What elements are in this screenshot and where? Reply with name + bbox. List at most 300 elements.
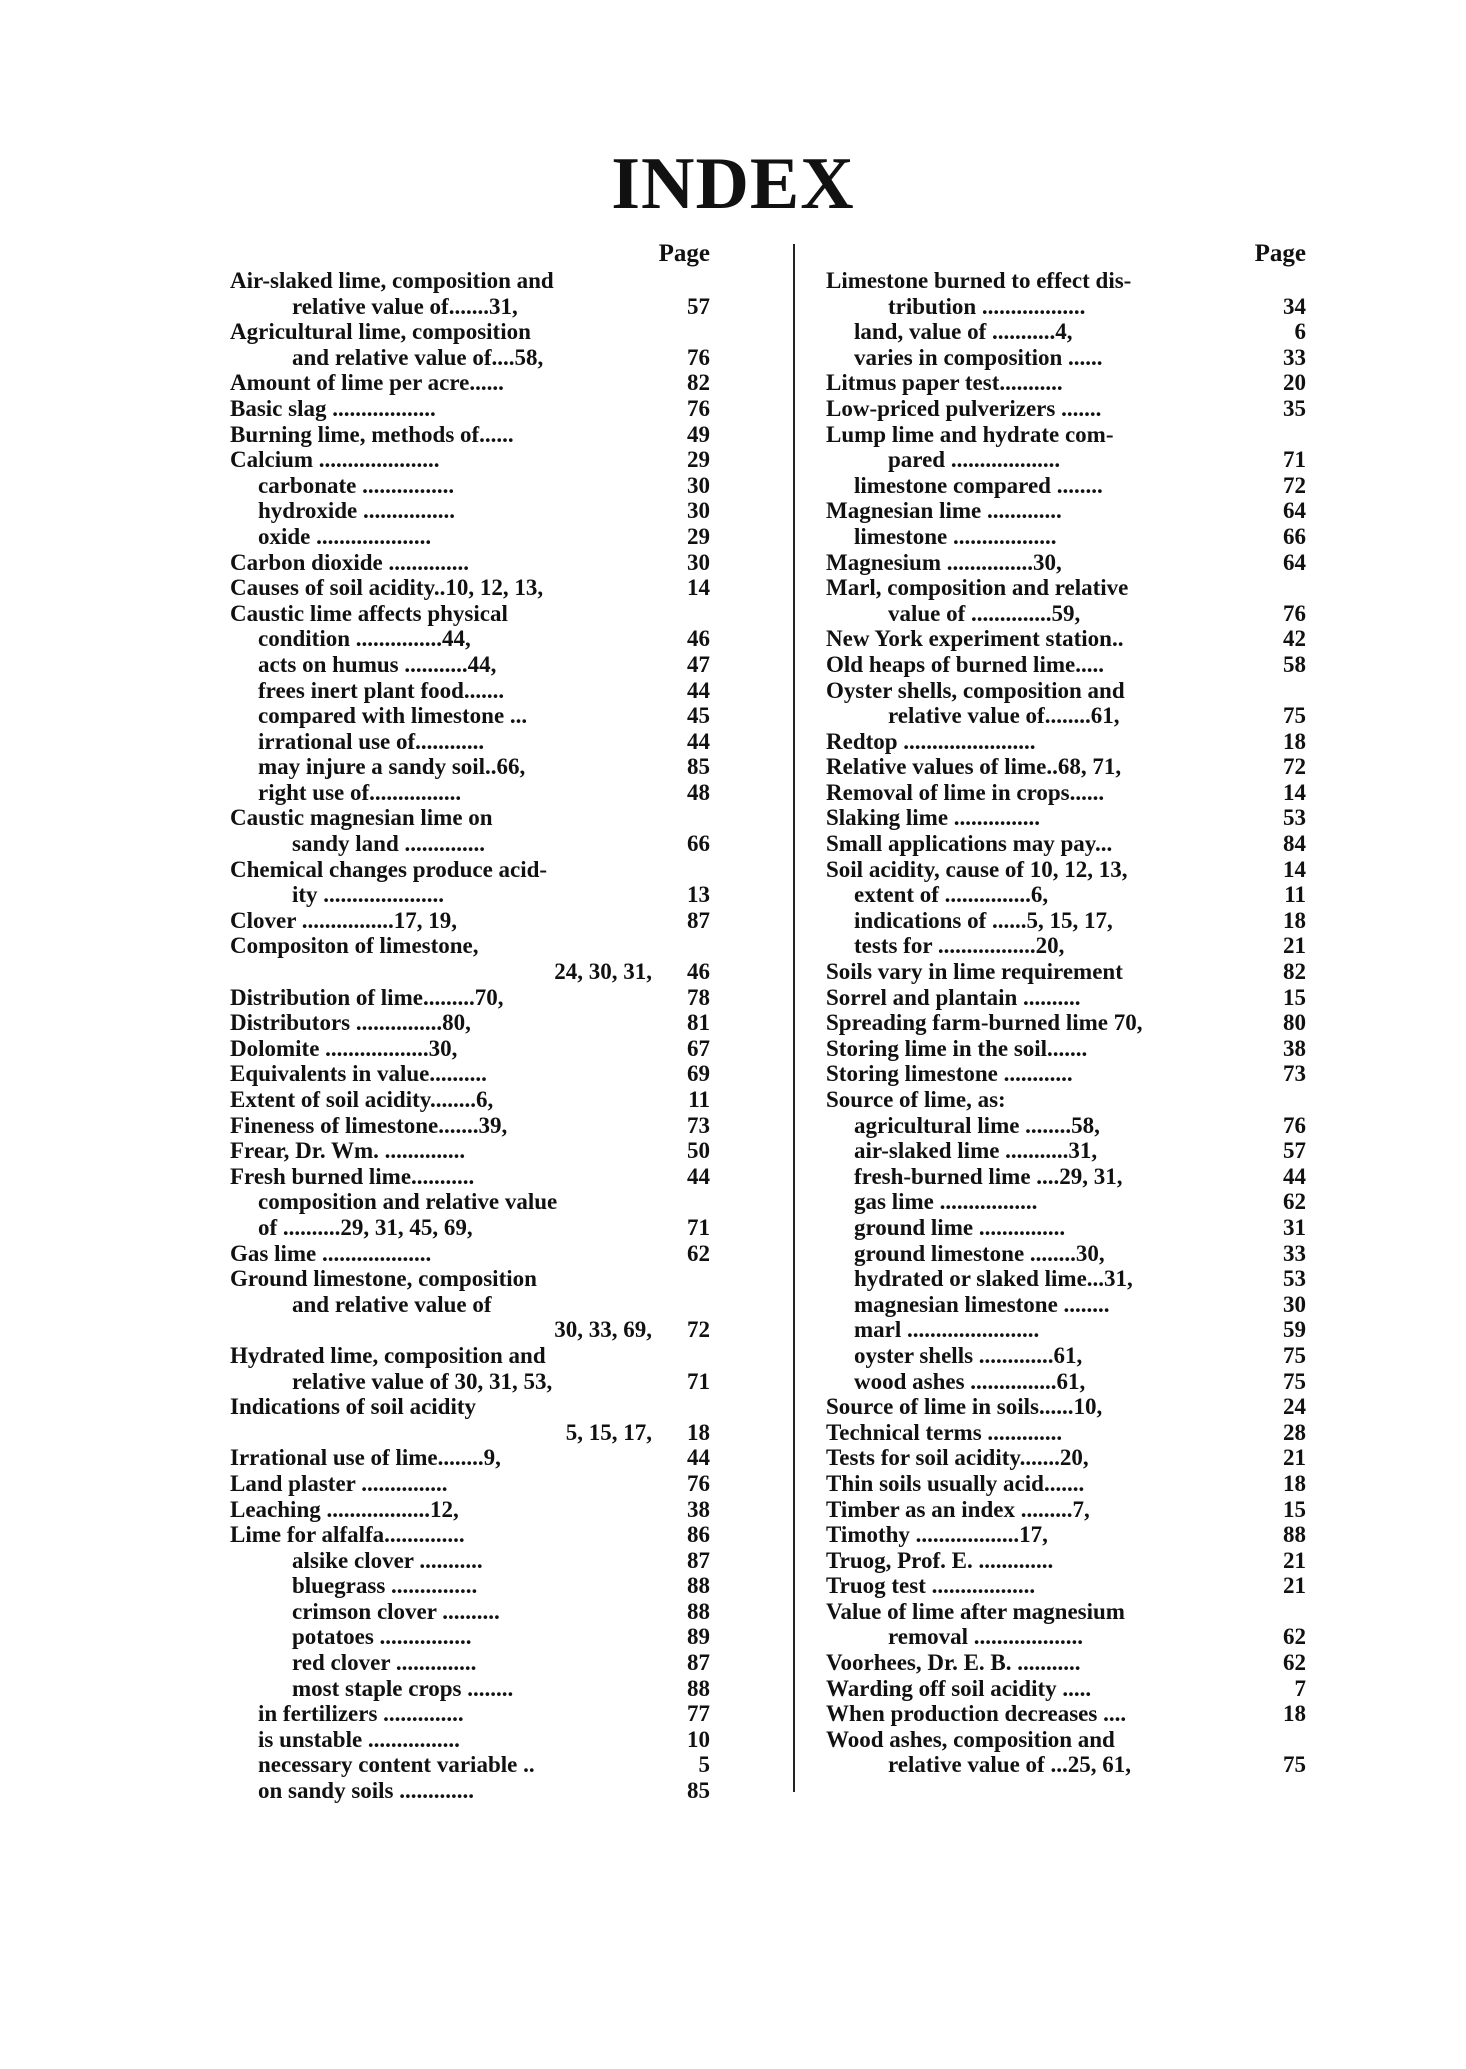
index-entry-text: Distributors ...............80, bbox=[230, 1010, 471, 1036]
index-entry bbox=[230, 1599, 710, 1625]
index-entry bbox=[826, 1113, 1306, 1139]
index-entry bbox=[230, 1061, 710, 1087]
index-entry bbox=[230, 626, 710, 652]
index-entry bbox=[826, 1548, 1306, 1574]
index-entry-page: 57 bbox=[1283, 1138, 1306, 1164]
index-entry-page: 18 bbox=[1283, 728, 1306, 754]
index-entry-page: 88 bbox=[687, 1573, 710, 1599]
index-entry-page: 66 bbox=[687, 831, 710, 857]
index-entry bbox=[826, 1241, 1306, 1267]
index-entry-text: Compositon of limestone, bbox=[230, 933, 479, 959]
index-entry-text: agricultural lime ........58, bbox=[854, 1112, 1100, 1138]
index-entry-text: indications of ......5, 15, 17, bbox=[854, 907, 1113, 933]
index-entry-text: Spreading farm-burned lime 70, bbox=[826, 1010, 1143, 1036]
index-entry bbox=[230, 294, 710, 320]
index-entry bbox=[826, 498, 1306, 524]
index-entry-page: 18 bbox=[1283, 907, 1306, 933]
index-entry-text: wood ashes ...............61, bbox=[854, 1368, 1086, 1394]
index-entry bbox=[230, 498, 710, 524]
index-entry-text: Chemical changes produce acid- bbox=[230, 856, 548, 882]
index-entry bbox=[230, 1445, 710, 1471]
index-entry-page: 78 bbox=[687, 984, 710, 1010]
index-entry bbox=[230, 1266, 710, 1292]
index-entry-text: Caustic lime affects physical bbox=[230, 600, 508, 626]
index-entry bbox=[230, 1343, 710, 1369]
index-entry bbox=[230, 473, 710, 499]
index-entry bbox=[230, 319, 710, 345]
index-entry-text: Fineness of limestone.......39, bbox=[230, 1112, 508, 1138]
index-entry-page: 38 bbox=[1283, 1035, 1306, 1061]
index-entry-text: ground limestone ........30, bbox=[854, 1240, 1105, 1266]
index-entry-text: Low-priced pulverizers ....... bbox=[826, 395, 1102, 421]
index-entry bbox=[230, 652, 710, 678]
index-entry bbox=[826, 1087, 1306, 1113]
index-entry bbox=[230, 1497, 710, 1523]
index-entry-text: marl ....................... bbox=[854, 1317, 1040, 1343]
index-entry bbox=[230, 1752, 710, 1778]
index-entry-page: 44 bbox=[687, 677, 710, 703]
index-entry-page: 76 bbox=[687, 395, 710, 421]
page-column-header-left: Page bbox=[658, 240, 710, 267]
index-entry-page: 67 bbox=[687, 1035, 710, 1061]
index-entry-text: tribution .................. bbox=[888, 293, 1086, 319]
index-entry bbox=[230, 729, 710, 755]
index-entry-page: 85 bbox=[687, 1778, 710, 1804]
index-entry bbox=[826, 1010, 1306, 1036]
index-entry bbox=[826, 575, 1306, 601]
index-entry-page: 57 bbox=[687, 293, 710, 319]
index-entry-text: bluegrass ............... bbox=[292, 1573, 478, 1599]
index-entry-text: Storing limestone ............ bbox=[826, 1061, 1073, 1087]
index-entry-page: 10 bbox=[687, 1726, 710, 1752]
index-entry bbox=[826, 1317, 1306, 1343]
index-entry bbox=[230, 1369, 710, 1395]
index-entry-page: 88 bbox=[687, 1675, 710, 1701]
index-entry-text: necessary content variable .. bbox=[258, 1752, 535, 1778]
index-entry-page: 13 bbox=[687, 882, 710, 908]
index-entry-text: gas lime ................. bbox=[854, 1189, 1038, 1215]
index-entry bbox=[230, 1317, 710, 1343]
index-entry bbox=[826, 857, 1306, 883]
index-entry bbox=[230, 1573, 710, 1599]
index-entry bbox=[826, 422, 1306, 448]
index-entry-text: Relative values of lime..68, 71, bbox=[826, 754, 1122, 780]
index-entry-text: Oyster shells, composition and bbox=[826, 677, 1125, 703]
index-entry bbox=[826, 268, 1306, 294]
index-entry-page: 75 bbox=[1283, 1368, 1306, 1394]
index-entry-text: Old heaps of burned lime..... bbox=[826, 651, 1104, 677]
index-column-right bbox=[826, 240, 1306, 1778]
index-entry bbox=[826, 601, 1306, 627]
index-entry-text: Warding off soil acidity ..... bbox=[826, 1675, 1092, 1701]
index-entry-text: Truog test .................. bbox=[826, 1573, 1036, 1599]
index-entry-page: 14 bbox=[1283, 779, 1306, 805]
index-entry-text: air-slaked lime ...........31, bbox=[854, 1138, 1098, 1164]
index-entry-text: varies in composition ...... bbox=[854, 344, 1103, 370]
index-entry-page: 88 bbox=[687, 1598, 710, 1624]
index-entry bbox=[230, 754, 710, 780]
index-entry-text: Technical terms ............. bbox=[826, 1419, 1063, 1445]
index-entry bbox=[230, 678, 710, 704]
index-entry-text: Limestone burned to effect dis- bbox=[826, 268, 1132, 293]
index-entry-page: 49 bbox=[687, 421, 710, 447]
index-entry-page: 30 bbox=[687, 472, 710, 498]
index-entry-text: Storing lime in the soil....... bbox=[826, 1035, 1088, 1061]
index-entry bbox=[230, 1138, 710, 1164]
index-entry bbox=[826, 1624, 1306, 1650]
index-entry-text: Burning lime, methods of...... bbox=[230, 421, 514, 447]
index-entry-page: 72 bbox=[1283, 472, 1306, 498]
index-entry-page: 18 bbox=[687, 1419, 710, 1445]
index-entry-page: 75 bbox=[1283, 703, 1306, 729]
index-entry bbox=[826, 1189, 1306, 1215]
index-entry-page: 44 bbox=[687, 1163, 710, 1189]
index-entry bbox=[230, 857, 710, 883]
index-entry-text: Calcium ..................... bbox=[230, 447, 440, 473]
index-entry bbox=[826, 1701, 1306, 1727]
index-entry-text: Magnesian lime ............. bbox=[826, 498, 1062, 524]
index-entry-text: Gas lime ................... bbox=[230, 1240, 432, 1266]
index-entry-text: carbonate ................ bbox=[258, 472, 455, 498]
index-entry-text: Value of lime after magnesium bbox=[826, 1598, 1125, 1624]
index-entry-text: Land plaster ............... bbox=[230, 1470, 448, 1496]
index-entry-page: 21 bbox=[1283, 1573, 1306, 1599]
column-divider bbox=[793, 244, 795, 1792]
index-entry-text: limestone .................. bbox=[854, 523, 1057, 549]
index-entry bbox=[230, 447, 710, 473]
index-entry-page: 30 bbox=[687, 549, 710, 575]
index-entry-page: 15 bbox=[1283, 1496, 1306, 1522]
index-entry bbox=[826, 447, 1306, 473]
index-entry-text: tests for .................20, bbox=[854, 933, 1065, 959]
index-entry-text: When production decreases .... bbox=[826, 1701, 1127, 1727]
index-entry-page: 34 bbox=[1283, 293, 1306, 319]
index-entry bbox=[826, 1266, 1306, 1292]
index-entry-text: Thin soils usually acid....... bbox=[826, 1470, 1085, 1496]
index-entry bbox=[826, 780, 1306, 806]
index-entry-page: 66 bbox=[1283, 523, 1306, 549]
index-entry-page: 53 bbox=[1283, 1266, 1306, 1292]
index-entry-page: 84 bbox=[1283, 831, 1306, 857]
index-entry bbox=[826, 524, 1306, 550]
index-entry-page: 58 bbox=[1283, 651, 1306, 677]
index-entry-text: and relative value of bbox=[292, 1291, 492, 1317]
index-entry-page: 69 bbox=[687, 1061, 710, 1087]
page-column-header-right: Page bbox=[1254, 240, 1306, 267]
index-entry bbox=[826, 729, 1306, 755]
index-entry bbox=[826, 1752, 1306, 1778]
index-entry-page: 44 bbox=[1283, 1163, 1306, 1189]
index-entry-page: 89 bbox=[687, 1624, 710, 1650]
index-entry bbox=[826, 1164, 1306, 1190]
index-entry bbox=[230, 1420, 710, 1446]
index-entry-text: compared with limestone ... bbox=[258, 703, 528, 729]
index-entry-text: Tests for soil acidity.......20, bbox=[826, 1445, 1089, 1471]
index-entry-page: 72 bbox=[1283, 754, 1306, 780]
index-entry bbox=[230, 1650, 710, 1676]
index-entry-page: 87 bbox=[687, 1650, 710, 1676]
index-entry-text: Small applications may pay... bbox=[826, 831, 1113, 857]
index-entry-text: Basic slag .................. bbox=[230, 395, 436, 421]
index-entry-page: 31 bbox=[1283, 1214, 1306, 1240]
index-entry bbox=[826, 754, 1306, 780]
index-entry-text: value of ..............59, bbox=[888, 600, 1081, 626]
index-entry-text: Hydrated lime, composition and bbox=[230, 1342, 546, 1368]
index-entry bbox=[826, 1420, 1306, 1446]
index-entry-text: oyster shells .............61, bbox=[854, 1342, 1083, 1368]
index-entry bbox=[230, 831, 710, 857]
index-column-left bbox=[230, 240, 710, 1804]
index-entry bbox=[826, 703, 1306, 729]
index-entry-page: 82 bbox=[687, 370, 710, 396]
index-entry-page: 14 bbox=[1283, 856, 1306, 882]
index-entry bbox=[230, 908, 710, 934]
index-entry-page: 71 bbox=[1283, 447, 1306, 473]
index-entry bbox=[826, 678, 1306, 704]
index-entry bbox=[826, 831, 1306, 857]
index-entry-page: 28 bbox=[1283, 1419, 1306, 1445]
index-entry-page: 42 bbox=[1283, 626, 1306, 652]
index-entry-text: Marl, composition and relative bbox=[826, 575, 1129, 601]
index-entry-text: Carbon dioxide .............. bbox=[230, 549, 469, 575]
index-entry-text: fresh-burned lime ....29, 31, bbox=[854, 1163, 1123, 1189]
index-entry-page: 29 bbox=[687, 523, 710, 549]
index-entry-page: 18 bbox=[1283, 1701, 1306, 1727]
index-entry-page: 76 bbox=[1283, 1112, 1306, 1138]
index-entry bbox=[230, 1676, 710, 1702]
index-entry-text: Indications of soil acidity bbox=[230, 1394, 477, 1420]
index-entry-text: Soil acidity, cause of 10, 12, 13, bbox=[826, 856, 1128, 882]
index-entry-page: 29 bbox=[687, 447, 710, 473]
index-entry-page: 87 bbox=[687, 1547, 710, 1573]
index-entry bbox=[826, 805, 1306, 831]
index-entry bbox=[230, 1624, 710, 1650]
index-entry-text: Air-slaked lime, composition and bbox=[230, 268, 554, 293]
index-entry-text: Caustic magnesian lime on bbox=[230, 805, 493, 831]
index-entry-page: 48 bbox=[687, 779, 710, 805]
index-entry-text: hydrated or slaked lime...31, bbox=[854, 1266, 1133, 1292]
index-entry-page: 62 bbox=[687, 1240, 710, 1266]
index-entry-page: 71 bbox=[687, 1368, 710, 1394]
index-entry bbox=[230, 1292, 710, 1318]
index-entry-text: Wood ashes, composition and bbox=[826, 1726, 1115, 1752]
index-entry-text: frees inert plant food....... bbox=[258, 677, 505, 703]
index-entry-text: Clover ................17, 19, bbox=[230, 907, 458, 933]
index-entry-text: Amount of lime per acre...... bbox=[230, 370, 504, 396]
index-entry-page: 76 bbox=[687, 1470, 710, 1496]
index-entry-page: 53 bbox=[1283, 805, 1306, 831]
index-entry bbox=[230, 1522, 710, 1548]
index-entry-text: Removal of lime in crops...... bbox=[826, 779, 1105, 805]
index-entry-page: 45 bbox=[687, 703, 710, 729]
index-entry bbox=[230, 1241, 710, 1267]
index-entry bbox=[826, 1036, 1306, 1062]
index-entry-page: 80 bbox=[1283, 1010, 1306, 1036]
index-entry-text: irrational use of............ bbox=[258, 728, 485, 754]
index-entry-text: crimson clover .......... bbox=[292, 1598, 500, 1624]
index-entry bbox=[230, 805, 710, 831]
index-entry bbox=[826, 882, 1306, 908]
index-entry-page: 64 bbox=[1283, 549, 1306, 575]
index-entry bbox=[826, 1215, 1306, 1241]
index-entry-text: Ground limestone, composition bbox=[230, 1266, 537, 1292]
index-entry bbox=[826, 1497, 1306, 1523]
index-entry-text: ity ..................... bbox=[292, 882, 445, 908]
index-entry-text: alsike clover ........... bbox=[292, 1547, 483, 1573]
index-entry bbox=[826, 1292, 1306, 1318]
index-entry-text: Voorhees, Dr. E. B. ........... bbox=[826, 1650, 1081, 1676]
index-entry bbox=[826, 626, 1306, 652]
index-entry bbox=[230, 370, 710, 396]
index-entry-text: relative value of........61, bbox=[888, 703, 1120, 729]
index-entry bbox=[826, 933, 1306, 959]
index-entry-page: 7 bbox=[1294, 1675, 1306, 1701]
index-entry-page: 21 bbox=[1283, 1445, 1306, 1471]
index-entry-text: potatoes ................ bbox=[292, 1624, 472, 1650]
index-entry-text: Distribution of lime.........70, bbox=[230, 984, 504, 1010]
index-entry bbox=[826, 319, 1306, 345]
index-entry bbox=[826, 1599, 1306, 1625]
index-entry-text: 24, 30, 31, bbox=[554, 959, 652, 985]
index-entry-text: Lime for alfalfa.............. bbox=[230, 1522, 465, 1548]
index-entry-text: relative value of 30, 31, 53, bbox=[292, 1368, 553, 1394]
index-entry bbox=[826, 1650, 1306, 1676]
index-entry-text: right use of................ bbox=[258, 779, 462, 805]
index-entry bbox=[230, 1548, 710, 1574]
index-entry-text: pared ................... bbox=[888, 447, 1061, 473]
index-entry bbox=[230, 780, 710, 806]
index-entry-text: may injure a sandy soil..66, bbox=[258, 754, 526, 780]
index-entry-page: 62 bbox=[1283, 1189, 1306, 1215]
index-entry-page: 44 bbox=[687, 1445, 710, 1471]
index-entry-page: 46 bbox=[687, 959, 710, 985]
index-entry-text: is unstable ................ bbox=[258, 1726, 460, 1752]
index-entry-page: 50 bbox=[687, 1138, 710, 1164]
index-entry-text: relative value of ...25, 61, bbox=[888, 1752, 1131, 1778]
index-entry bbox=[230, 268, 710, 294]
index-entry bbox=[230, 985, 710, 1011]
index-entries-left bbox=[230, 268, 710, 1804]
index-entry-text: magnesian limestone ........ bbox=[854, 1291, 1110, 1317]
index-entry bbox=[826, 1369, 1306, 1395]
index-entry-page: 44 bbox=[687, 728, 710, 754]
index-entry-page: 47 bbox=[687, 651, 710, 677]
index-entry bbox=[826, 294, 1306, 320]
index-entry-page: 20 bbox=[1283, 370, 1306, 396]
index-entry-text: Slaking lime ............... bbox=[826, 805, 1041, 831]
index-entry bbox=[230, 1701, 710, 1727]
index-entry bbox=[826, 1573, 1306, 1599]
index-entry-text: condition ...............44, bbox=[258, 626, 471, 652]
index-entry-page: 21 bbox=[1283, 933, 1306, 959]
index-entry bbox=[826, 959, 1306, 985]
index-entry-page: 76 bbox=[687, 344, 710, 370]
index-entry-page: 6 bbox=[1294, 319, 1306, 345]
index-entry bbox=[826, 1394, 1306, 1420]
index-entry bbox=[230, 1087, 710, 1113]
index-entry-page: 86 bbox=[687, 1522, 710, 1548]
index-entry bbox=[826, 370, 1306, 396]
index-entry bbox=[230, 575, 710, 601]
index-entry bbox=[826, 473, 1306, 499]
index-entry-text: most staple crops ........ bbox=[292, 1675, 514, 1701]
index-entry-page: 30 bbox=[1283, 1291, 1306, 1317]
index-entry bbox=[230, 1471, 710, 1497]
index-entry-page: 35 bbox=[1283, 395, 1306, 421]
index-entry bbox=[826, 908, 1306, 934]
index-entry-page: 33 bbox=[1283, 344, 1306, 370]
index-entry bbox=[230, 1113, 710, 1139]
index-entry-text: hydroxide ................ bbox=[258, 498, 456, 524]
index-entry bbox=[230, 1215, 710, 1241]
index-entry-text: of ..........29, 31, 45, 69, bbox=[258, 1214, 473, 1240]
index-entry-page: 11 bbox=[688, 1087, 710, 1112]
index-entry-page: 21 bbox=[1283, 1547, 1306, 1573]
index-entry-page: 73 bbox=[1283, 1061, 1306, 1087]
index-entry-page: 46 bbox=[687, 626, 710, 652]
index-entry bbox=[826, 550, 1306, 576]
index-entry-page: 88 bbox=[1283, 1522, 1306, 1548]
index-entry bbox=[826, 652, 1306, 678]
index-entry-page: 76 bbox=[1283, 600, 1306, 626]
index-entry-text: red clover .............. bbox=[292, 1650, 477, 1676]
index-entry-text: composition and relative value bbox=[258, 1189, 558, 1215]
index-entry bbox=[230, 1036, 710, 1062]
index-entry-text: Truog, Prof. E. ............. bbox=[826, 1547, 1054, 1573]
index-entry-text: Causes of soil acidity..10, 12, 13, bbox=[230, 575, 544, 601]
index-entry bbox=[230, 1778, 710, 1804]
index-entry-text: Lump lime and hydrate com- bbox=[826, 421, 1114, 447]
index-entry-page: 77 bbox=[687, 1701, 710, 1727]
index-entry bbox=[230, 959, 710, 985]
index-entry-text: and relative value of....58, bbox=[292, 344, 544, 370]
index-entry bbox=[230, 601, 710, 627]
index-entry-page: 64 bbox=[1283, 498, 1306, 524]
index-entry bbox=[230, 882, 710, 908]
index-entry bbox=[826, 985, 1306, 1011]
index-entry-text: extent of ...............6, bbox=[854, 882, 1049, 908]
index-entry-text: New York experiment station.. bbox=[826, 626, 1124, 652]
index-entry-text: Agricultural lime, composition bbox=[230, 319, 531, 345]
index-entry bbox=[826, 1445, 1306, 1471]
index-entry-text: Source of lime, as: bbox=[826, 1087, 1006, 1112]
index-entry-page: 85 bbox=[687, 754, 710, 780]
index-entry-text: Fresh burned lime........... bbox=[230, 1163, 475, 1189]
index-entry-page: 87 bbox=[687, 907, 710, 933]
index-entry-text: Timber as an index .........7, bbox=[826, 1496, 1090, 1522]
index-entries-right bbox=[826, 268, 1306, 1778]
index-entry-text: Sorrel and plantain .......... bbox=[826, 984, 1081, 1010]
index-entry-text: Leaching ..................12, bbox=[230, 1496, 459, 1522]
index-entry bbox=[826, 1727, 1306, 1753]
index-entry-text: 5, 15, 17, bbox=[565, 1419, 652, 1445]
index-entry-text: relative value of.......31, bbox=[292, 293, 518, 319]
index-entry bbox=[230, 524, 710, 550]
index-entry-page: 73 bbox=[687, 1112, 710, 1138]
index-entry-text: Timothy ..................17, bbox=[826, 1522, 1048, 1548]
index-entry-page: 11 bbox=[1284, 882, 1306, 908]
page-title: INDEX bbox=[611, 143, 855, 225]
index-entry-text: 30, 33, 69, bbox=[554, 1317, 652, 1343]
index-entry-text: Frear, Dr. Wm. .............. bbox=[230, 1138, 466, 1164]
index-entry-text: Source of lime in soils......10, bbox=[826, 1394, 1103, 1420]
index-entry-page: 75 bbox=[1283, 1752, 1306, 1778]
index-entry-page: 81 bbox=[687, 1010, 710, 1036]
index-entry-page: 75 bbox=[1283, 1342, 1306, 1368]
index-entry-text: oxide .................... bbox=[258, 523, 432, 549]
index-entry bbox=[230, 1164, 710, 1190]
index-entry-text: in fertilizers .............. bbox=[258, 1701, 464, 1727]
